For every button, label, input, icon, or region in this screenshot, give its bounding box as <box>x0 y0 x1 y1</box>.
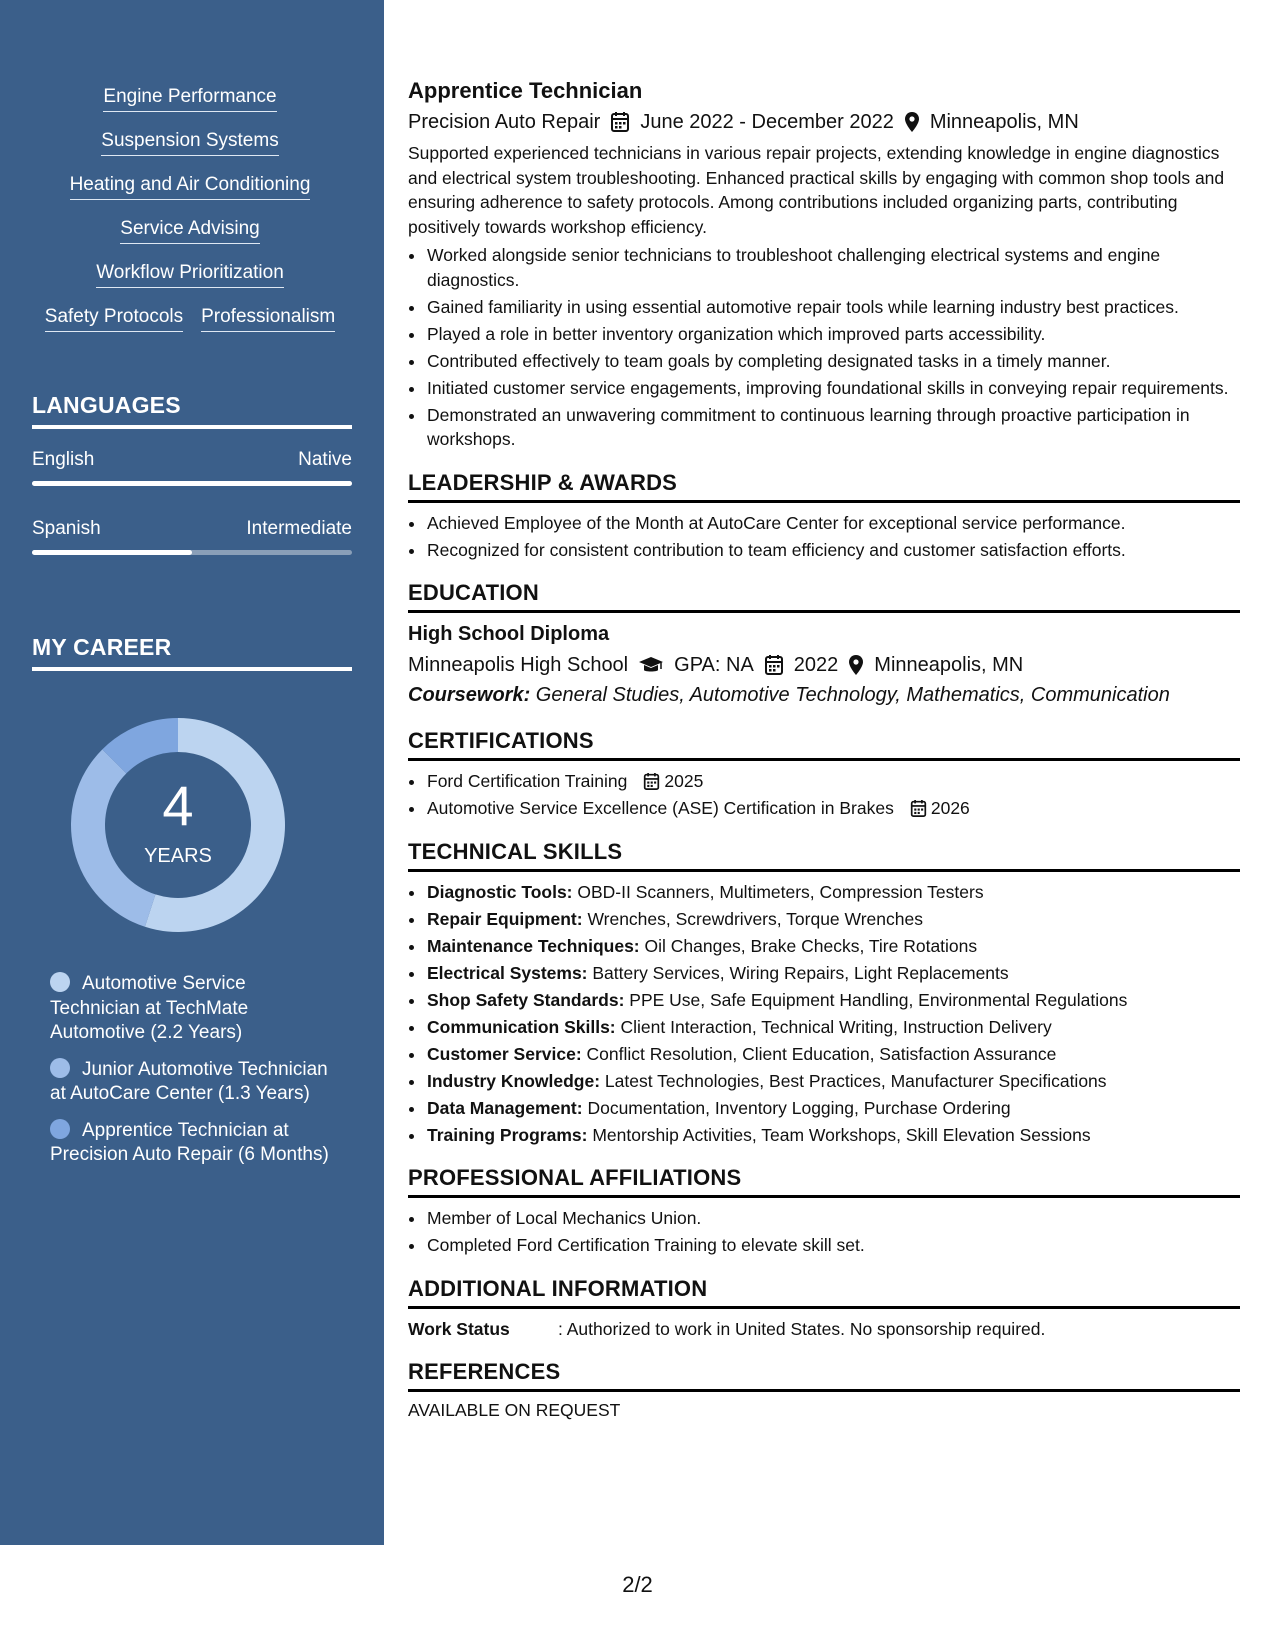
skill-label: Repair Equipment: <box>427 908 583 929</box>
legend-dot <box>50 1058 70 1078</box>
list-item: • Demonstrated an unwavering commitment to continuous learning through proactive participation in workshops. <box>426 403 1240 452</box>
education-meta <box>408 650 1240 680</box>
list-item: • Recognized for consistent contribution to team efficiency and customer satisfaction efforts. <box>426 538 1240 563</box>
career-total-unit: YEARS <box>144 845 212 867</box>
skill-value: Wrenches, Screwdrivers, Torque Wrenches <box>582 908 923 929</box>
skill-value: Battery Services, Wiring Repairs, Light Replacements <box>587 962 1009 983</box>
technical-skills-heading: TECHNICAL SKILLS <box>408 839 1240 872</box>
list-item <box>426 934 1240 959</box>
skill-value: PPE Use, Safe Equipment Handling, Environmental Regulations <box>624 989 1128 1010</box>
career-donut-chart <box>64 711 292 939</box>
language-spanish <box>32 518 352 555</box>
work-status <box>408 1317 1240 1341</box>
sidebar <box>0 0 384 1545</box>
skills-list <box>30 86 350 350</box>
skill-tag: Heating and Air Conditioning <box>70 174 311 200</box>
skill-value: OBD-II Scanners, Multimeters, Compression Testers <box>572 881 984 902</box>
career-legend-item <box>50 1058 340 1107</box>
list-item <box>426 1069 1240 1094</box>
education-heading: EDUCATION <box>408 580 1240 613</box>
job-dates: June 2022 - December 2022 <box>640 111 894 133</box>
skill-value: Latest Technologies, Best Practices, Manufacturer Specifications <box>600 1070 1107 1091</box>
skill-value: Client Interaction, Technical Writing, Instruction Delivery <box>615 1016 1052 1037</box>
career-legend-text: Junior Automotive Technician at AutoCare Center (1.3 Years) <box>50 1058 328 1104</box>
certifications-heading: CERTIFICATIONS <box>408 728 1240 761</box>
legend-dot <box>50 972 70 992</box>
school-name: Minneapolis High School <box>408 654 629 676</box>
list-item <box>426 769 1240 794</box>
job-title: Apprentice Technician <box>408 78 643 103</box>
list-item: • Gained familiarity in using essential automotive repair tools while learning industry best practices. <box>426 295 1240 320</box>
main-content <box>408 76 1240 1421</box>
skill-value: Oil Changes, Brake Checks, Tire Rotations <box>639 935 978 956</box>
career-legend <box>50 972 340 1180</box>
coursework-label: Coursework: <box>408 684 531 706</box>
skill-label: Shop Safety Standards: <box>427 989 625 1010</box>
calendar-icon <box>764 654 784 676</box>
list-item: • Completed Ford Certification Training to elevate skill set. <box>426 1233 1240 1258</box>
calendar-icon <box>610 111 630 133</box>
list-item: • Initiated customer service engagements, improving foundational skills in conveying repair requirements. <box>426 376 1240 401</box>
language-bar-fill <box>32 550 192 555</box>
map-pin-icon <box>904 111 920 133</box>
leadership-list <box>408 511 1240 563</box>
list-item: • Member of Local Mechanics Union. <box>426 1206 1240 1231</box>
graduation-year: 2022 <box>793 654 839 676</box>
list-item: • Achieved Employee of the Month at AutoCare Center for exceptional service performance. <box>426 511 1240 536</box>
skill-tag: Safety Protocols <box>45 306 183 332</box>
career-legend-text: Automotive Service Technician at TechMate Automotive (2.2 Years) <box>50 973 249 1043</box>
school-location: Minneapolis, MN <box>874 654 1024 676</box>
page-number: 2/2 <box>622 1572 653 1597</box>
calendar-icon <box>910 799 927 818</box>
technical-skills-list <box>408 880 1240 1148</box>
skill-tag: Professionalism <box>201 306 335 332</box>
legend-dot <box>50 1119 70 1139</box>
skill-label: Electrical Systems: <box>427 962 588 983</box>
list-item <box>426 880 1240 905</box>
gpa: GPA: NA <box>674 654 754 676</box>
skill-label: Maintenance Techniques: <box>427 935 640 956</box>
skill-label: Communication Skills: <box>427 1016 616 1037</box>
work-status-value: : Authorized to work in United States. No sponsorship required. <box>558 1318 1046 1339</box>
language-name: English <box>32 449 95 470</box>
language-bar <box>32 550 352 555</box>
skill-tag: Engine Performance <box>103 86 276 112</box>
certifications-list <box>408 769 1240 821</box>
list-item <box>426 1096 1240 1121</box>
coursework <box>408 680 1240 710</box>
language-english <box>32 449 352 486</box>
skill-tag: Suspension Systems <box>101 130 278 156</box>
skill-tag: Workflow Prioritization <box>96 262 284 288</box>
job-summary: Supported experienced technicians in various repair projects, extending knowledge in engine diagnostics and electrical system troubleshooting. Enhanced practical skills by engaging with common shop tools and ensuring adherence to safety protocols. Among contributions included organizing parts, contributing positively towards workshop efficiency. <box>408 143 1225 237</box>
career-legend-text: Apprentice Technician at Precision Auto Repair (6 Months) <box>50 1119 329 1165</box>
language-level: Intermediate <box>246 518 352 539</box>
language-bar <box>32 481 352 486</box>
certification-name: • Ford Certification Training <box>427 771 628 791</box>
language-name: Spanish <box>32 518 101 539</box>
additional-info-heading: ADDITIONAL INFORMATION <box>408 1276 1240 1309</box>
references-heading: REFERENCES <box>408 1359 1240 1392</box>
job-meta <box>408 107 1240 137</box>
affiliations-heading: PROFESSIONAL AFFILIATIONS <box>408 1165 1240 1198</box>
list-item <box>426 1123 1240 1148</box>
skill-value: Mentorship Activities, Team Workshops, Skill Elevation Sessions <box>587 1124 1091 1145</box>
skill-label: Industry Knowledge: <box>427 1070 601 1091</box>
career-legend-item <box>50 972 340 1046</box>
list-item: • Worked alongside senior technicians to troubleshoot challenging electrical systems and engine diagnostics. <box>426 243 1240 292</box>
graduation-cap-icon <box>638 655 664 675</box>
language-bar-fill <box>32 481 352 486</box>
list-item <box>426 1015 1240 1040</box>
map-pin-icon <box>848 654 864 676</box>
donut-slice-2 <box>71 749 155 926</box>
list-item <box>426 1042 1240 1067</box>
skill-value: Documentation, Inventory Logging, Purchase Ordering <box>582 1097 1011 1118</box>
coursework-list: General Studies, Automotive Technology, Mathematics, Communication <box>530 684 1170 706</box>
list-item: • Contributed effectively to team goals by completing designated tasks in a timely manner. <box>426 349 1240 374</box>
job-bullets <box>408 243 1240 452</box>
skill-label: Diagnostic Tools: <box>427 881 573 902</box>
work-status-label: Work Status <box>408 1318 510 1339</box>
company-name: Precision Auto Repair <box>408 111 601 133</box>
certification-name: • Automotive Service Excellence (ASE) Certification in Brakes <box>427 798 894 818</box>
skill-tag: Service Advising <box>120 218 259 244</box>
list-item <box>426 961 1240 986</box>
skill-label: Training Programs: <box>427 1124 588 1145</box>
skill-value: Conflict Resolution, Client Education, Satisfaction Assurance <box>581 1043 1057 1064</box>
skill-label: Customer Service: <box>427 1043 582 1064</box>
career-legend-item <box>50 1119 340 1168</box>
list-item: • Played a role in better inventory organization which improved parts accessibility. <box>426 322 1240 347</box>
calendar-icon <box>643 772 660 791</box>
leadership-heading: LEADERSHIP & AWARDS <box>408 470 1240 503</box>
language-level: Native <box>298 449 352 470</box>
degree-title: High School Diploma <box>408 623 610 645</box>
list-item <box>426 907 1240 932</box>
career-heading: MY CAREER <box>32 634 352 671</box>
certification-year: 2025 <box>664 771 704 791</box>
skill-label: Data Management: <box>427 1097 583 1118</box>
job-location: Minneapolis, MN <box>929 111 1079 133</box>
certification-year: 2026 <box>930 798 970 818</box>
career-total-number: 4 <box>162 774 194 837</box>
references-text: AVAILABLE ON REQUEST <box>408 1399 621 1420</box>
list-item <box>426 796 1240 821</box>
languages-heading: LANGUAGES <box>32 392 352 429</box>
affiliations-list <box>408 1206 1240 1258</box>
list-item <box>426 988 1240 1013</box>
